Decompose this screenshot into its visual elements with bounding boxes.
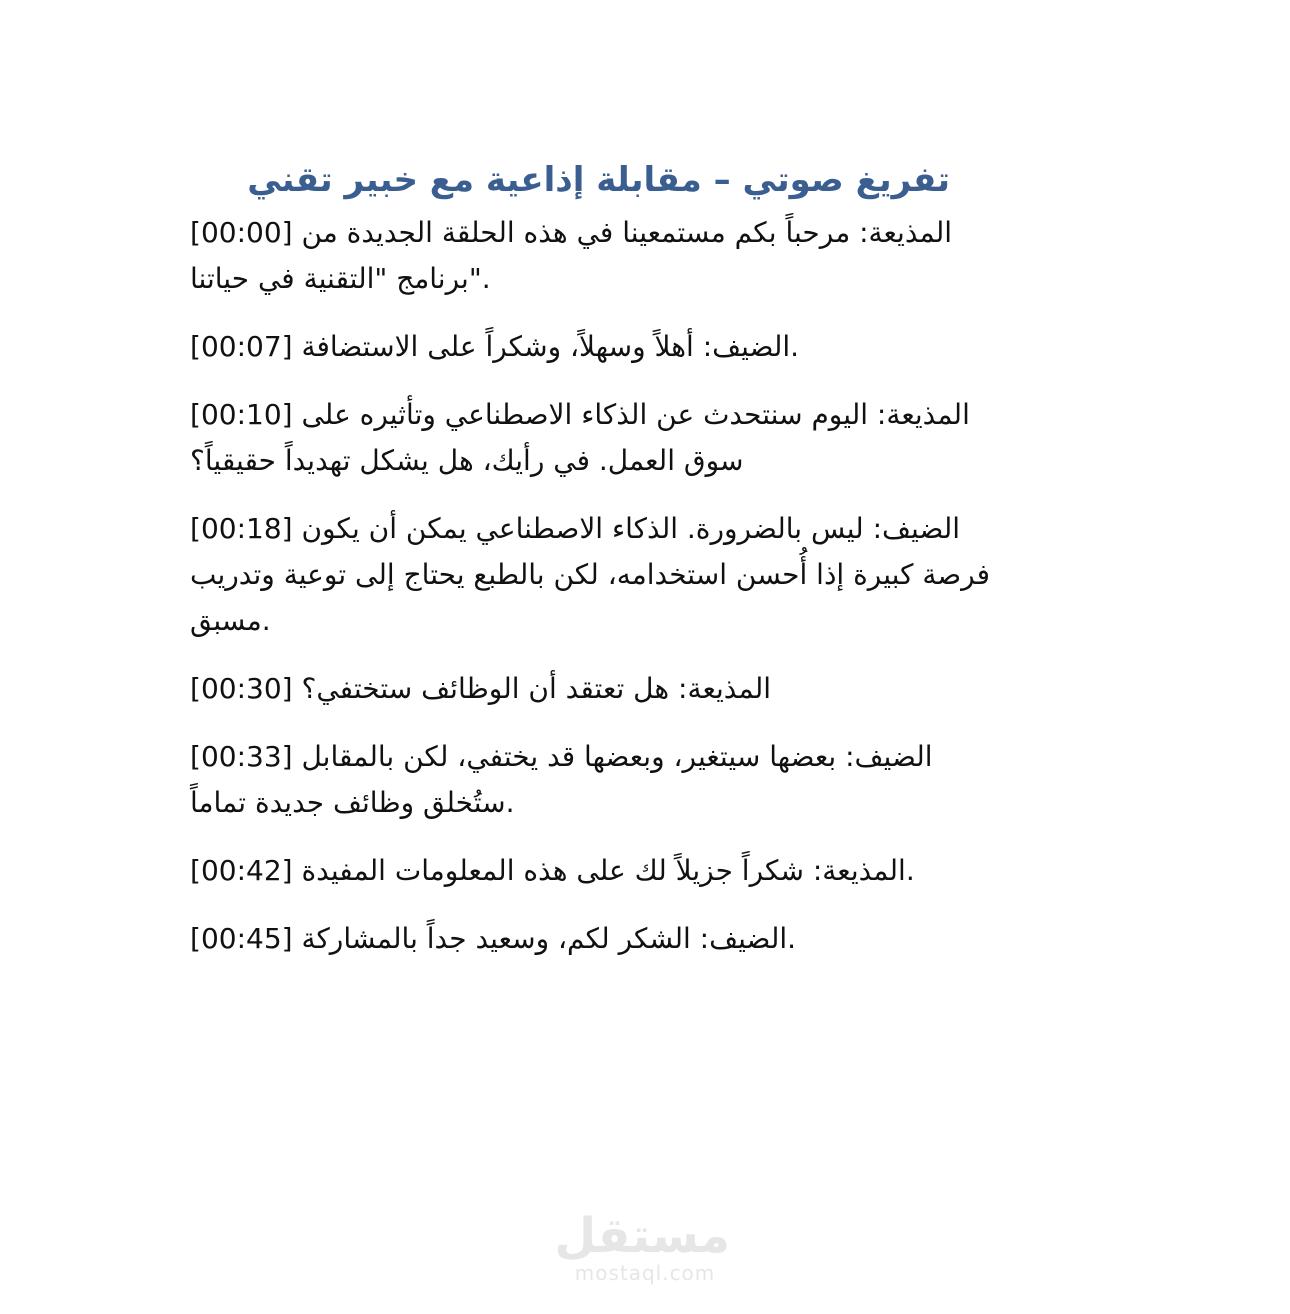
transcript-line: الضيف: ليس بالضرورة. الذكاء الاصطناعي يمكن أن يكون [00:18] — [190, 512, 961, 545]
watermark-arabic-text: مستقل — [554, 1208, 730, 1264]
transcript-line: ستُخلق وظائف جديدة تماماً. — [190, 786, 515, 819]
title-row — [190, 150, 950, 210]
transcript-line: فرصة كبيرة إذا أُحسن استخدامه، لكن بالطبع يحتاج إلى توعية وتدريب — [190, 558, 990, 591]
mostaql-watermark-logo — [554, 1208, 730, 1285]
transcript-entry — [190, 324, 1100, 370]
watermark-latin-text: mostaql.com — [574, 1261, 716, 1285]
transcript-line: الضيف: بعضها سيتغير، وبعضها قد يختفي، لكن بالمقابل [00:33] — [190, 740, 933, 773]
transcript-line: المذيعة: اليوم سنتحدث عن الذكاء الاصطناعي وتأثيره على [00:10] — [190, 398, 970, 431]
transcript-line: الضيف: أهلاً وسهلاً، وشكراً على الاستضافة [00:07]. — [190, 330, 800, 363]
transcript-entry — [190, 210, 1100, 302]
transcript-line: المذيعة: هل تعتقد أن الوظائف ستختفي؟ [00:30] — [190, 672, 771, 705]
transcript-entry — [190, 666, 1100, 712]
transcript-line: الضيف: الشكر لكم، وسعيد جداً بالمشاركة [00:45]. — [190, 922, 797, 955]
transcript-line: مسبق. — [190, 604, 271, 637]
transcript-entry — [190, 734, 1100, 826]
transcript-line: المذيعة: مرحباً بكم مستمعينا في هذه الحلقة الجديدة من [00:00] — [190, 216, 953, 249]
transcript-entry — [190, 848, 1100, 894]
transcript-entries — [190, 210, 1100, 962]
transcript-line: سوق العمل. في رأيك، هل يشكل تهديداً حقيقياً؟ — [190, 444, 744, 477]
document-title: تفريغ صوتي – مقابلة إذاعية مع خبير تقني — [247, 160, 950, 200]
transcript-entry — [190, 392, 1100, 484]
transcript-line: المذيعة: شكراً جزيلاً لك على هذه المعلومات المفيدة [00:42]. — [190, 854, 915, 887]
transcript-entry — [190, 506, 1100, 644]
transcript-line: برنامج "التقنية في حياتنا". — [190, 262, 491, 295]
transcript-entry — [190, 916, 1100, 962]
transcript-document — [190, 150, 1100, 984]
